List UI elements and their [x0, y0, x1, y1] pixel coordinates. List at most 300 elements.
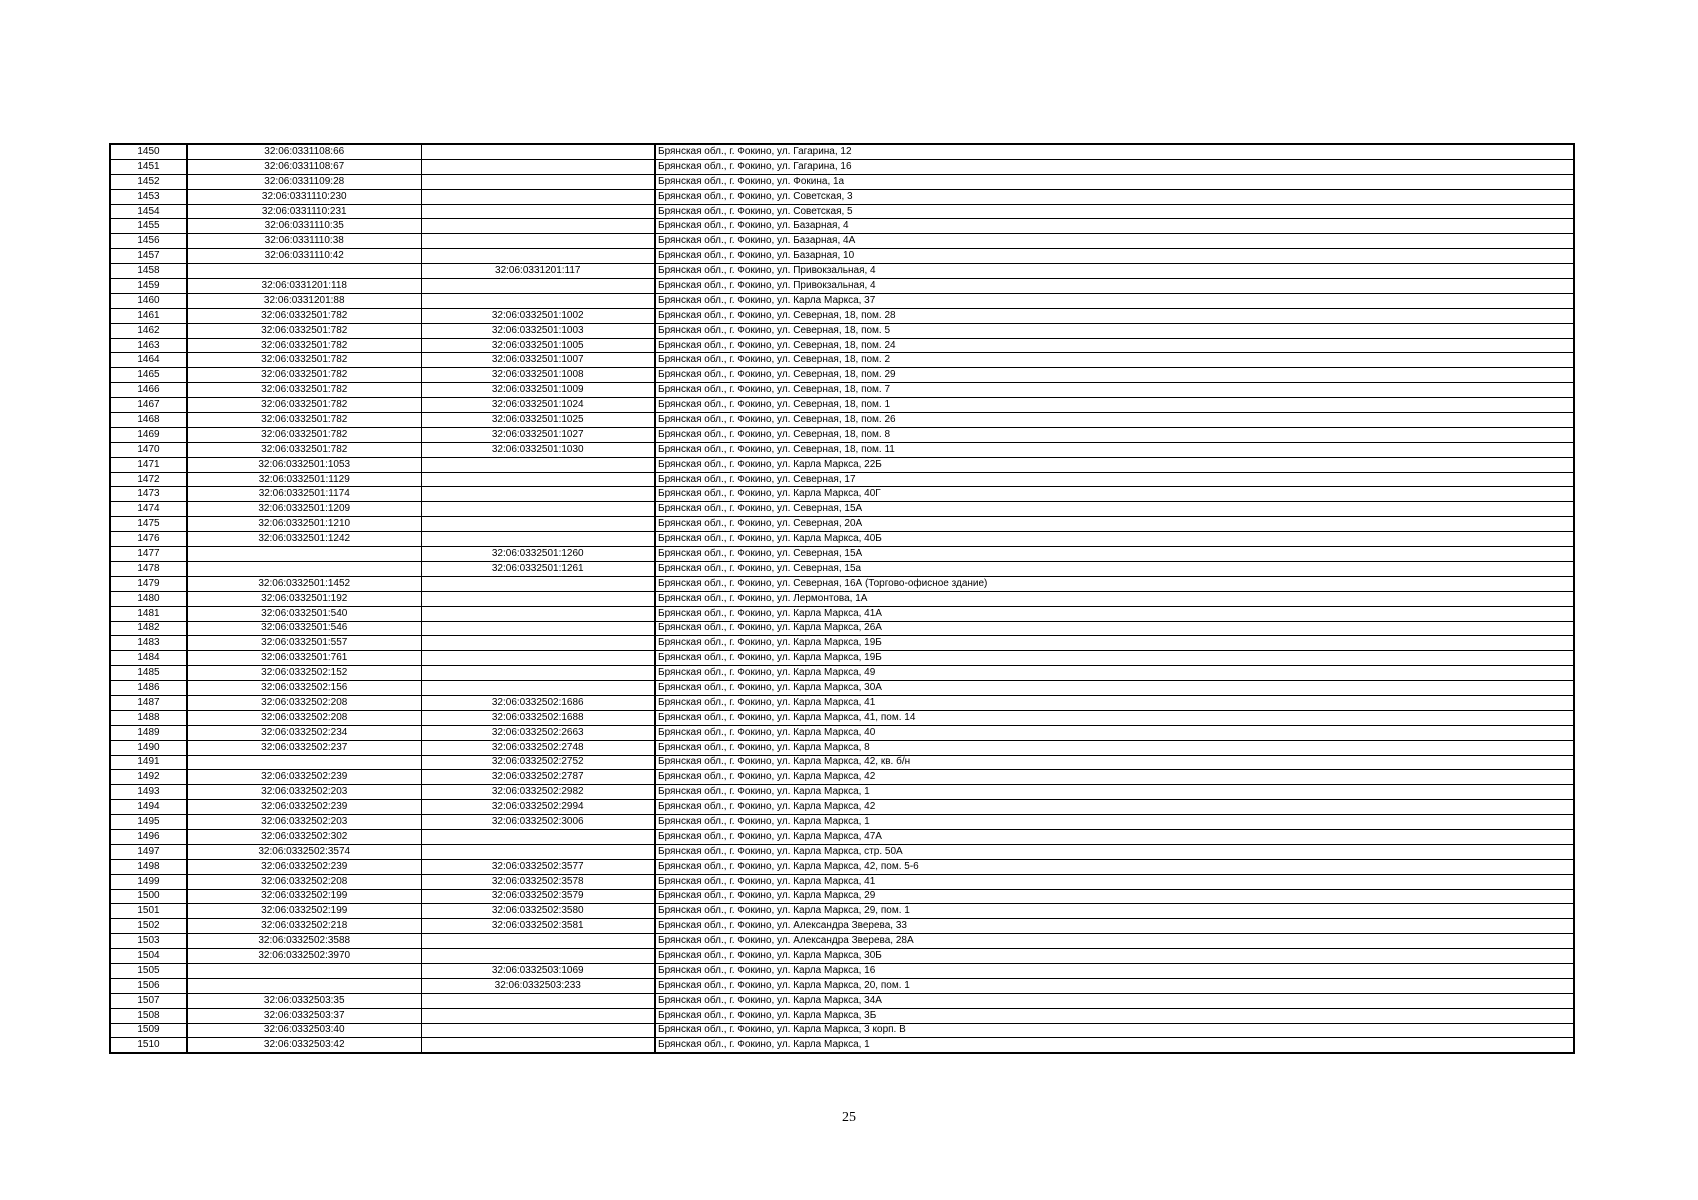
row-number-cell: 1452 — [110, 174, 187, 189]
address-cell: Брянская обл., г. Фокино, ул. Северная, 18, пом. 1 — [655, 398, 1574, 413]
table-row — [110, 457, 1574, 472]
address-cell: Брянская обл., г. Фокино, ул. Карла Маркса, 40 — [655, 725, 1574, 740]
table-row — [110, 949, 1574, 964]
parent-cadastral-number-cell: 32:06:0332502:3578 — [421, 874, 655, 889]
parent-cadastral-number-cell — [421, 829, 655, 844]
row-number-cell: 1499 — [110, 874, 187, 889]
cadastral-number-cell: 32:06:0332501:761 — [187, 651, 421, 666]
row-number-cell: 1493 — [110, 785, 187, 800]
cadastral-number-cell: 32:06:0332502:156 — [187, 681, 421, 696]
row-number-cell: 1484 — [110, 651, 187, 666]
address-cell: Брянская обл., г. Фокино, ул. Карла Маркса, 41 — [655, 695, 1574, 710]
parent-cadastral-number-cell: 32:06:0332502:2752 — [421, 755, 655, 770]
row-number-cell: 1500 — [110, 889, 187, 904]
table-row — [110, 427, 1574, 442]
cadastral-number-cell: 32:06:0332502:208 — [187, 874, 421, 889]
cadastral-number-cell: 32:06:0332501:540 — [187, 606, 421, 621]
address-cell: Брянская обл., г. Фокино, ул. Северная, 18, пом. 7 — [655, 383, 1574, 398]
address-cell: Брянская обл., г. Фокино, ул. Лермонтова, 1А — [655, 591, 1574, 606]
table-row — [110, 963, 1574, 978]
cadastral-number-cell: 32:06:0332501:782 — [187, 368, 421, 383]
table-row — [110, 815, 1574, 830]
parent-cadastral-number-cell: 32:06:0332502:2994 — [421, 800, 655, 815]
parent-cadastral-number-cell: 32:06:0332503:233 — [421, 978, 655, 993]
cadastral-number-cell: 32:06:0332501:782 — [187, 383, 421, 398]
parent-cadastral-number-cell: 32:06:0332502:2748 — [421, 740, 655, 755]
parent-cadastral-number-cell — [421, 993, 655, 1008]
row-number-cell: 1501 — [110, 904, 187, 919]
row-number-cell: 1497 — [110, 844, 187, 859]
cadastral-number-cell: 32:06:0332502:203 — [187, 815, 421, 830]
row-number-cell: 1470 — [110, 442, 187, 457]
address-cell: Брянская обл., г. Фокино, ул. Карла Маркса, 16 — [655, 963, 1574, 978]
address-cell: Брянская обл., г. Фокино, ул. Карла Маркса, 29 — [655, 889, 1574, 904]
row-number-cell: 1465 — [110, 368, 187, 383]
address-cell: Брянская обл., г. Фокино, ул. Карла Маркса, 41, пом. 14 — [655, 710, 1574, 725]
row-number-cell: 1457 — [110, 249, 187, 264]
parent-cadastral-number-cell: 32:06:0332501:1024 — [421, 398, 655, 413]
table-row — [110, 636, 1574, 651]
table-row — [110, 234, 1574, 249]
address-cell: Брянская обл., г. Фокино, ул. Северная, 15а — [655, 561, 1574, 576]
address-cell: Брянская обл., г. Фокино, ул. Карла Маркса, 34А — [655, 993, 1574, 1008]
table-row — [110, 561, 1574, 576]
address-cell: Брянская обл., г. Фокино, ул. Александра Зверева, 33 — [655, 919, 1574, 934]
parent-cadastral-number-cell: 32:06:0332502:1686 — [421, 695, 655, 710]
cadastral-number-cell: 32:06:0332503:35 — [187, 993, 421, 1008]
parent-cadastral-number-cell — [421, 457, 655, 472]
table-row — [110, 695, 1574, 710]
cadastral-number-cell: 32:06:0331110:38 — [187, 234, 421, 249]
table-row — [110, 159, 1574, 174]
row-number-cell: 1467 — [110, 398, 187, 413]
table-row — [110, 517, 1574, 532]
property-table-body — [110, 144, 1574, 1053]
address-cell: Брянская обл., г. Фокино, ул. Северная, 18, пом. 2 — [655, 353, 1574, 368]
row-number-cell: 1469 — [110, 427, 187, 442]
table-row — [110, 398, 1574, 413]
address-cell: Брянская обл., г. Фокино, ул. Карла Маркса, 1 — [655, 1038, 1574, 1053]
row-number-cell: 1476 — [110, 532, 187, 547]
table-row — [110, 681, 1574, 696]
row-number-cell: 1464 — [110, 353, 187, 368]
cadastral-number-cell: 32:06:0332502:302 — [187, 829, 421, 844]
address-cell: Брянская обл., г. Фокино, ул. Привокзальная, 4 — [655, 264, 1574, 279]
parent-cadastral-number-cell: 32:06:0332501:1007 — [421, 353, 655, 368]
address-cell: Брянская обл., г. Фокино, ул. Карла Маркса, 49 — [655, 666, 1574, 681]
row-number-cell: 1488 — [110, 710, 187, 725]
parent-cadastral-number-cell — [421, 1038, 655, 1053]
parent-cadastral-number-cell: 32:06:0332502:3579 — [421, 889, 655, 904]
cadastral-number-cell: 32:06:0332501:782 — [187, 308, 421, 323]
row-number-cell: 1455 — [110, 219, 187, 234]
address-cell: Брянская обл., г. Фокино, ул. Карла Маркса, 37 — [655, 293, 1574, 308]
parent-cadastral-number-cell: 32:06:0332501:1261 — [421, 561, 655, 576]
cadastral-number-cell: 32:06:0332502:152 — [187, 666, 421, 681]
parent-cadastral-number-cell: 32:06:0332501:1003 — [421, 323, 655, 338]
address-cell: Брянская обл., г. Фокино, ул. Фокина, 1а — [655, 174, 1574, 189]
parent-cadastral-number-cell — [421, 636, 655, 651]
table-row — [110, 1038, 1574, 1053]
cadastral-number-cell: 32:06:0331109:28 — [187, 174, 421, 189]
parent-cadastral-number-cell — [421, 144, 655, 159]
table-row — [110, 755, 1574, 770]
row-number-cell: 1490 — [110, 740, 187, 755]
parent-cadastral-number-cell — [421, 472, 655, 487]
parent-cadastral-number-cell — [421, 934, 655, 949]
table-row — [110, 874, 1574, 889]
cadastral-number-cell: 32:06:0332502:3970 — [187, 949, 421, 964]
parent-cadastral-number-cell — [421, 159, 655, 174]
table-row — [110, 904, 1574, 919]
parent-cadastral-number-cell: 32:06:0332502:2787 — [421, 770, 655, 785]
cadastral-number-cell — [187, 264, 421, 279]
address-cell: Брянская обл., г. Фокино, ул. Северная, 20А — [655, 517, 1574, 532]
parent-cadastral-number-cell: 32:06:0332501:1030 — [421, 442, 655, 457]
cadastral-number-cell: 32:06:0332501:1452 — [187, 576, 421, 591]
cadastral-number-cell: 32:06:0332502:239 — [187, 770, 421, 785]
row-number-cell: 1450 — [110, 144, 187, 159]
address-cell: Брянская обл., г. Фокино, ул. Северная, 16А (Торгово-офисное здание) — [655, 576, 1574, 591]
parent-cadastral-number-cell: 32:06:0332502:1688 — [421, 710, 655, 725]
cadastral-number-cell: 32:06:0332502:234 — [187, 725, 421, 740]
table-row — [110, 844, 1574, 859]
table-row — [110, 323, 1574, 338]
address-cell: Брянская обл., г. Фокино, ул. Северная, 18, пом. 26 — [655, 413, 1574, 428]
parent-cadastral-number-cell — [421, 532, 655, 547]
row-number-cell: 1510 — [110, 1038, 187, 1053]
row-number-cell: 1475 — [110, 517, 187, 532]
address-cell: Брянская обл., г. Фокино, ул. Северная, 17 — [655, 472, 1574, 487]
address-cell: Брянская обл., г. Фокино, ул. Карла Маркса, 3Б — [655, 1008, 1574, 1023]
cadastral-number-cell: 32:06:0331110:35 — [187, 219, 421, 234]
parent-cadastral-number-cell — [421, 844, 655, 859]
row-number-cell: 1502 — [110, 919, 187, 934]
address-cell: Брянская обл., г. Фокино, ул. Северная, 18, пом. 8 — [655, 427, 1574, 442]
address-cell: Брянская обл., г. Фокино, ул. Карла Маркса, 42, кв. б/н — [655, 755, 1574, 770]
address-cell: Брянская обл., г. Фокино, ул. Карла Маркса, 30А — [655, 681, 1574, 696]
parent-cadastral-number-cell — [421, 219, 655, 234]
table-row — [110, 919, 1574, 934]
parent-cadastral-number-cell: 32:06:0332501:1025 — [421, 413, 655, 428]
cadastral-number-cell — [187, 963, 421, 978]
table-row — [110, 889, 1574, 904]
parent-cadastral-number-cell — [421, 949, 655, 964]
table-row — [110, 144, 1574, 159]
table-row — [110, 993, 1574, 1008]
row-number-cell: 1477 — [110, 547, 187, 562]
table-row — [110, 785, 1574, 800]
row-number-cell: 1460 — [110, 293, 187, 308]
parent-cadastral-number-cell — [421, 621, 655, 636]
table-row — [110, 606, 1574, 621]
property-table — [109, 143, 1575, 1054]
address-cell: Брянская обл., г. Фокино, ул. Советская, 3 — [655, 189, 1574, 204]
row-number-cell: 1483 — [110, 636, 187, 651]
parent-cadastral-number-cell: 32:06:0331201:117 — [421, 264, 655, 279]
parent-cadastral-number-cell — [421, 234, 655, 249]
row-number-cell: 1504 — [110, 949, 187, 964]
table-row — [110, 189, 1574, 204]
row-number-cell: 1458 — [110, 264, 187, 279]
row-number-cell: 1473 — [110, 487, 187, 502]
row-number-cell: 1494 — [110, 800, 187, 815]
address-cell: Брянская обл., г. Фокино, ул. Карла Маркса, 22Б — [655, 457, 1574, 472]
parent-cadastral-number-cell: 32:06:0332501:1027 — [421, 427, 655, 442]
parent-cadastral-number-cell — [421, 189, 655, 204]
row-number-cell: 1479 — [110, 576, 187, 591]
address-cell: Брянская обл., г. Фокино, ул. Карла Маркса, 20, пом. 1 — [655, 978, 1574, 993]
row-number-cell: 1487 — [110, 695, 187, 710]
row-number-cell: 1506 — [110, 978, 187, 993]
address-cell: Брянская обл., г. Фокино, ул. Александра Зверева, 28А — [655, 934, 1574, 949]
table-row — [110, 1023, 1574, 1038]
cadastral-number-cell: 32:06:0332502:239 — [187, 859, 421, 874]
table-row — [110, 264, 1574, 279]
address-cell: Брянская обл., г. Фокино, ул. Северная, 15А — [655, 547, 1574, 562]
parent-cadastral-number-cell — [421, 651, 655, 666]
cadastral-number-cell: 32:06:0332502:237 — [187, 740, 421, 755]
table-row — [110, 383, 1574, 398]
cadastral-number-cell: 32:06:0332501:1242 — [187, 532, 421, 547]
row-number-cell: 1505 — [110, 963, 187, 978]
table-row — [110, 621, 1574, 636]
row-number-cell: 1459 — [110, 279, 187, 294]
row-number-cell: 1462 — [110, 323, 187, 338]
cadastral-number-cell: 32:06:0332501:546 — [187, 621, 421, 636]
table-row — [110, 502, 1574, 517]
cadastral-number-cell: 32:06:0332501:782 — [187, 427, 421, 442]
row-number-cell: 1461 — [110, 308, 187, 323]
table-row — [110, 413, 1574, 428]
table-row — [110, 829, 1574, 844]
table-row — [110, 666, 1574, 681]
address-cell: Брянская обл., г. Фокино, ул. Северная, 18, пом. 5 — [655, 323, 1574, 338]
row-number-cell: 1453 — [110, 189, 187, 204]
address-cell: Брянская обл., г. Фокино, ул. Карла Маркса, 42 — [655, 770, 1574, 785]
row-number-cell: 1485 — [110, 666, 187, 681]
table-row — [110, 725, 1574, 740]
table-row — [110, 219, 1574, 234]
address-cell: Брянская обл., г. Фокино, ул. Карла Маркса, стр. 50А — [655, 844, 1574, 859]
parent-cadastral-number-cell: 32:06:0332501:1005 — [421, 338, 655, 353]
cadastral-number-cell — [187, 547, 421, 562]
parent-cadastral-number-cell — [421, 502, 655, 517]
address-cell: Брянская обл., г. Фокино, ул. Северная, 18, пом. 28 — [655, 308, 1574, 323]
cadastral-number-cell — [187, 755, 421, 770]
cadastral-number-cell: 32:06:0331110:231 — [187, 204, 421, 219]
address-cell: Брянская обл., г. Фокино, ул. Карла Маркса, 1 — [655, 815, 1574, 830]
table-row — [110, 1008, 1574, 1023]
address-cell: Брянская обл., г. Фокино, ул. Карла Маркса, 19Б — [655, 636, 1574, 651]
address-cell: Брянская обл., г. Фокино, ул. Карла Маркса, 40Б — [655, 532, 1574, 547]
parent-cadastral-number-cell — [421, 249, 655, 264]
cadastral-number-cell: 32:06:0332501:782 — [187, 442, 421, 457]
parent-cadastral-number-cell — [421, 576, 655, 591]
row-number-cell: 1472 — [110, 472, 187, 487]
cadastral-number-cell: 32:06:0332501:1129 — [187, 472, 421, 487]
table-row — [110, 547, 1574, 562]
parent-cadastral-number-cell: 32:06:0332502:2982 — [421, 785, 655, 800]
row-number-cell: 1454 — [110, 204, 187, 219]
address-cell: Брянская обл., г. Фокино, ул. Привокзальная, 4 — [655, 279, 1574, 294]
table-row — [110, 279, 1574, 294]
cadastral-number-cell: 32:06:0331110:230 — [187, 189, 421, 204]
address-cell: Брянская обл., г. Фокино, ул. Гагарина, 12 — [655, 144, 1574, 159]
cadastral-number-cell: 32:06:0332501:1210 — [187, 517, 421, 532]
parent-cadastral-number-cell — [421, 279, 655, 294]
table-row — [110, 174, 1574, 189]
row-number-cell: 1489 — [110, 725, 187, 740]
table-row — [110, 487, 1574, 502]
cadastral-number-cell: 32:06:0332502:199 — [187, 889, 421, 904]
address-cell: Брянская обл., г. Фокино, ул. Карла Маркса, 1 — [655, 785, 1574, 800]
address-cell: Брянская обл., г. Фокино, ул. Гагарина, 16 — [655, 159, 1574, 174]
address-cell: Брянская обл., г. Фокино, ул. Базарная, 10 — [655, 249, 1574, 264]
table-row — [110, 532, 1574, 547]
row-number-cell: 1508 — [110, 1008, 187, 1023]
cadastral-number-cell: 32:06:0332503:42 — [187, 1038, 421, 1053]
address-cell: Брянская обл., г. Фокино, ул. Карла Маркса, 29, пом. 1 — [655, 904, 1574, 919]
cadastral-number-cell: 32:06:0332501:192 — [187, 591, 421, 606]
table-row — [110, 308, 1574, 323]
address-cell: Брянская обл., г. Фокино, ул. Карла Маркса, 26А — [655, 621, 1574, 636]
table-row — [110, 978, 1574, 993]
cadastral-number-cell: 32:06:0332503:40 — [187, 1023, 421, 1038]
row-number-cell: 1492 — [110, 770, 187, 785]
row-number-cell: 1482 — [110, 621, 187, 636]
table-row — [110, 710, 1574, 725]
parent-cadastral-number-cell — [421, 591, 655, 606]
parent-cadastral-number-cell — [421, 293, 655, 308]
table-row — [110, 651, 1574, 666]
address-cell: Брянская обл., г. Фокино, ул. Базарная, 4А — [655, 234, 1574, 249]
parent-cadastral-number-cell: 32:06:0332502:3580 — [421, 904, 655, 919]
cadastral-number-cell: 32:06:0332501:782 — [187, 323, 421, 338]
parent-cadastral-number-cell: 32:06:0332502:3006 — [421, 815, 655, 830]
cadastral-number-cell: 32:06:0332502:3588 — [187, 934, 421, 949]
parent-cadastral-number-cell: 32:06:0332501:1009 — [421, 383, 655, 398]
cadastral-number-cell: 32:06:0332501:1053 — [187, 457, 421, 472]
row-number-cell: 1474 — [110, 502, 187, 517]
table-row — [110, 293, 1574, 308]
address-cell: Брянская обл., г. Фокино, ул. Советская, 5 — [655, 204, 1574, 219]
table-row — [110, 442, 1574, 457]
parent-cadastral-number-cell — [421, 174, 655, 189]
cadastral-number-cell — [187, 978, 421, 993]
address-cell: Брянская обл., г. Фокино, ул. Карла Маркса, 3 корп. В — [655, 1023, 1574, 1038]
cadastral-number-cell: 32:06:0331110:42 — [187, 249, 421, 264]
row-number-cell: 1507 — [110, 993, 187, 1008]
row-number-cell: 1480 — [110, 591, 187, 606]
table-row — [110, 249, 1574, 264]
cadastral-number-cell: 32:06:0332501:557 — [187, 636, 421, 651]
row-number-cell: 1498 — [110, 859, 187, 874]
parent-cadastral-number-cell — [421, 1023, 655, 1038]
cadastral-number-cell: 32:06:0332501:782 — [187, 338, 421, 353]
parent-cadastral-number-cell: 32:06:0332501:1008 — [421, 368, 655, 383]
parent-cadastral-number-cell — [421, 487, 655, 502]
row-number-cell: 1463 — [110, 338, 187, 353]
table-row — [110, 859, 1574, 874]
cadastral-number-cell: 32:06:0331108:66 — [187, 144, 421, 159]
table-row — [110, 740, 1574, 755]
parent-cadastral-number-cell: 32:06:0332502:3577 — [421, 859, 655, 874]
row-number-cell: 1509 — [110, 1023, 187, 1038]
cadastral-number-cell: 32:06:0332502:208 — [187, 710, 421, 725]
cadastral-number-cell: 32:06:0332501:782 — [187, 398, 421, 413]
parent-cadastral-number-cell — [421, 517, 655, 532]
cadastral-number-cell: 32:06:0332501:1209 — [187, 502, 421, 517]
cadastral-number-cell: 32:06:0332501:1174 — [187, 487, 421, 502]
cadastral-number-cell: 32:06:0332502:203 — [187, 785, 421, 800]
row-number-cell: 1503 — [110, 934, 187, 949]
row-number-cell: 1486 — [110, 681, 187, 696]
cadastral-number-cell: 32:06:0331201:118 — [187, 279, 421, 294]
parent-cadastral-number-cell: 32:06:0332501:1002 — [421, 308, 655, 323]
row-number-cell: 1468 — [110, 413, 187, 428]
address-cell: Брянская обл., г. Фокино, ул. Карла Маркса, 42, пом. 5-6 — [655, 859, 1574, 874]
parent-cadastral-number-cell: 32:06:0332503:1069 — [421, 963, 655, 978]
cadastral-number-cell: 32:06:0331108:67 — [187, 159, 421, 174]
parent-cadastral-number-cell: 32:06:0332501:1260 — [421, 547, 655, 562]
table-row — [110, 800, 1574, 815]
table-row — [110, 770, 1574, 785]
cadastral-number-cell: 32:06:0332502:199 — [187, 904, 421, 919]
address-cell: Брянская обл., г. Фокино, ул. Карла Маркса, 8 — [655, 740, 1574, 755]
row-number-cell: 1456 — [110, 234, 187, 249]
page-number: 25 — [842, 1110, 856, 1125]
address-cell: Брянская обл., г. Фокино, ул. Северная, 18, пом. 11 — [655, 442, 1574, 457]
parent-cadastral-number-cell — [421, 606, 655, 621]
table-row — [110, 353, 1574, 368]
cadastral-number-cell: 32:06:0332502:3574 — [187, 844, 421, 859]
row-number-cell: 1495 — [110, 815, 187, 830]
parent-cadastral-number-cell: 32:06:0332502:2663 — [421, 725, 655, 740]
cadastral-number-cell: 32:06:0332502:239 — [187, 800, 421, 815]
address-cell: Брянская обл., г. Фокино, ул. Базарная, 4 — [655, 219, 1574, 234]
address-cell: Брянская обл., г. Фокино, ул. Карла Маркса, 19Б — [655, 651, 1574, 666]
cadastral-number-cell: 32:06:0332502:208 — [187, 695, 421, 710]
table-row — [110, 472, 1574, 487]
row-number-cell: 1466 — [110, 383, 187, 398]
cadastral-number-cell: 32:06:0332502:218 — [187, 919, 421, 934]
table-row — [110, 576, 1574, 591]
address-cell: Брянская обл., г. Фокино, ул. Северная, 18, пом. 29 — [655, 368, 1574, 383]
address-cell: Брянская обл., г. Фокино, ул. Северная, 18, пом. 24 — [655, 338, 1574, 353]
row-number-cell: 1481 — [110, 606, 187, 621]
row-number-cell: 1496 — [110, 829, 187, 844]
table-row — [110, 591, 1574, 606]
address-cell: Брянская обл., г. Фокино, ул. Северная, 15А — [655, 502, 1574, 517]
row-number-cell: 1471 — [110, 457, 187, 472]
address-cell: Брянская обл., г. Фокино, ул. Карла Маркса, 41 — [655, 874, 1574, 889]
parent-cadastral-number-cell: 32:06:0332502:3581 — [421, 919, 655, 934]
row-number-cell: 1491 — [110, 755, 187, 770]
cadastral-number-cell: 32:06:0332501:782 — [187, 413, 421, 428]
address-cell: Брянская обл., г. Фокино, ул. Карла Маркса, 47А — [655, 829, 1574, 844]
table-row — [110, 934, 1574, 949]
cadastral-number-cell: 32:06:0332501:782 — [187, 353, 421, 368]
address-cell: Брянская обл., г. Фокино, ул. Карла Маркса, 41А — [655, 606, 1574, 621]
parent-cadastral-number-cell — [421, 1008, 655, 1023]
parent-cadastral-number-cell — [421, 204, 655, 219]
row-number-cell: 1451 — [110, 159, 187, 174]
table-row — [110, 338, 1574, 353]
parent-cadastral-number-cell — [421, 666, 655, 681]
cadastral-number-cell: 32:06:0332503:37 — [187, 1008, 421, 1023]
address-cell: Брянская обл., г. Фокино, ул. Карла Маркса, 42 — [655, 800, 1574, 815]
